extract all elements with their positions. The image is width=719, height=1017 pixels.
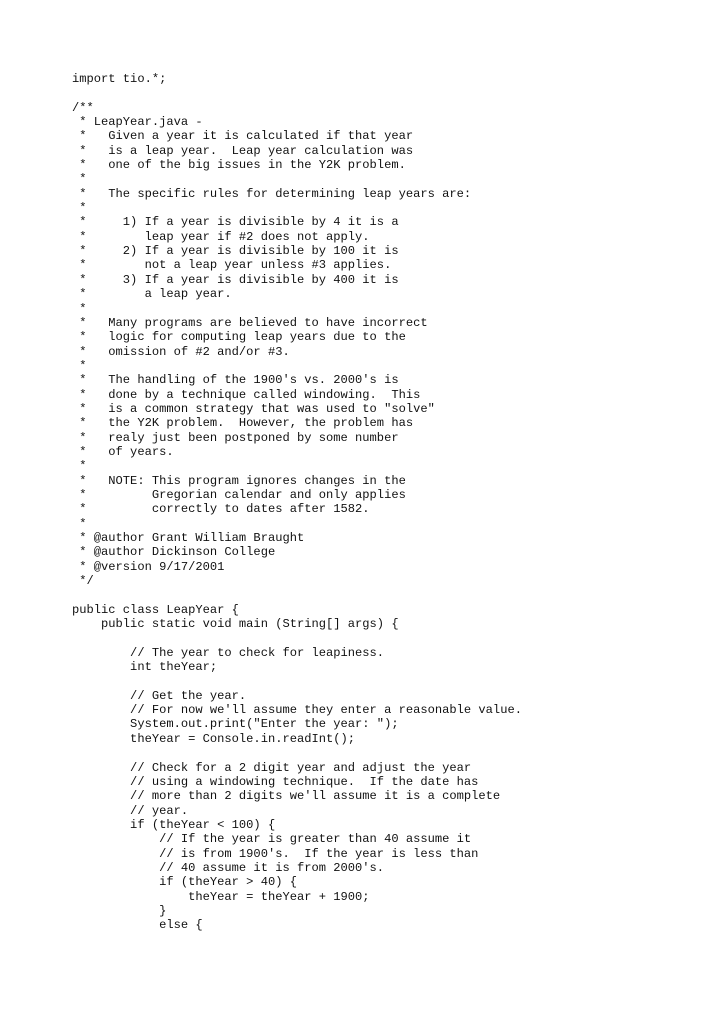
code-line <box>72 746 522 760</box>
code-line: * <box>72 358 87 373</box>
code-line: import tio.*; <box>72 72 167 86</box>
code-line: * Many programs are believed to have incorrect <box>72 315 428 330</box>
code-line: // is from 1900's. If the year is less than <box>72 846 479 861</box>
code-line: * done by a technique called windowing. This <box>72 387 421 402</box>
code-line: int theYear; <box>72 660 218 675</box>
code-listing <box>72 72 522 933</box>
code-line: * a leap year. <box>72 287 232 302</box>
code-line: } <box>72 903 167 918</box>
code-line: theYear = theYear + 1900; <box>72 889 370 904</box>
code-line <box>72 631 522 645</box>
code-line: // If the year is greater than 40 assume it <box>72 832 472 847</box>
code-line: * 2) If a year is divisible by 100 it is <box>72 244 399 259</box>
code-line: theYear = Console.in.readInt(); <box>72 731 356 746</box>
code-line <box>72 588 522 602</box>
code-line: * @version 9/17/2001 <box>72 559 225 574</box>
code-line: * omission of #2 and/or #3. <box>72 344 290 359</box>
code-line: * <box>72 301 87 316</box>
code-line: // 40 assume it is from 2000's. <box>72 860 385 875</box>
code-line: * <box>72 172 87 187</box>
code-line: * <box>72 516 87 531</box>
code-line: * <box>72 201 87 216</box>
code-line: /** <box>72 100 94 115</box>
code-line: * @author Grant William Braught <box>72 531 305 545</box>
code-line: * The handling of the 1900's vs. 2000's is <box>72 373 399 388</box>
code-line: * 1) If a year is divisible by 4 it is a <box>72 215 399 230</box>
code-line: // using a windowing technique. If the date has <box>72 774 479 789</box>
code-line: System.out.print("Enter the year: "); <box>72 717 399 732</box>
code-line: * is a leap year. Leap year calculation was <box>72 143 414 158</box>
code-line: * @author Dickinson College <box>72 545 276 560</box>
code-line <box>72 674 522 688</box>
code-line: if (theYear < 100) { <box>72 817 276 832</box>
code-line: // For now we'll assume they enter a reasonable value. <box>72 703 522 718</box>
code-line: * the Y2K problem. However, the problem has <box>72 416 414 431</box>
code-line: // Get the year. <box>72 688 247 703</box>
code-line: // Check for a 2 digit year and adjust the year <box>72 760 472 775</box>
code-line: * of years. <box>72 444 174 459</box>
code-line: * is a common strategy that was used to "solve" <box>72 401 435 416</box>
code-line: * LeapYear.java - <box>72 115 203 130</box>
code-line: * 3) If a year is divisible by 400 it is <box>72 272 399 287</box>
code-line: * correctly to dates after 1582. <box>72 502 370 517</box>
code-line: // more than 2 digits we'll assume it is a complete <box>72 789 501 804</box>
code-line: public static void main (String[] args) { <box>72 617 399 632</box>
code-line <box>72 86 522 100</box>
code-line: * NOTE: This program ignores changes in the <box>72 473 406 488</box>
code-line: * Given a year it is calculated if that year <box>72 129 414 144</box>
code-line: // The year to check for leapiness. <box>72 645 385 660</box>
code-line: * realy just been postponed by some number <box>72 430 399 445</box>
code-line: else { <box>72 918 203 933</box>
code-line: // year. <box>72 803 189 818</box>
code-line: * <box>72 459 87 474</box>
code-line: * Gregorian calendar and only applies <box>72 487 406 502</box>
code-line: public class LeapYear { <box>72 602 239 617</box>
code-line: * leap year if #2 does not apply. <box>72 229 370 244</box>
code-line: * not a leap year unless #3 applies. <box>72 258 392 273</box>
code-line: * The specific rules for determining leap years are: <box>72 186 472 201</box>
code-line: if (theYear > 40) { <box>72 875 297 890</box>
code-line: * logic for computing leap years due to the <box>72 330 406 345</box>
code-line: * one of the big issues in the Y2K problem. <box>72 158 406 173</box>
code-line: */ <box>72 574 94 589</box>
